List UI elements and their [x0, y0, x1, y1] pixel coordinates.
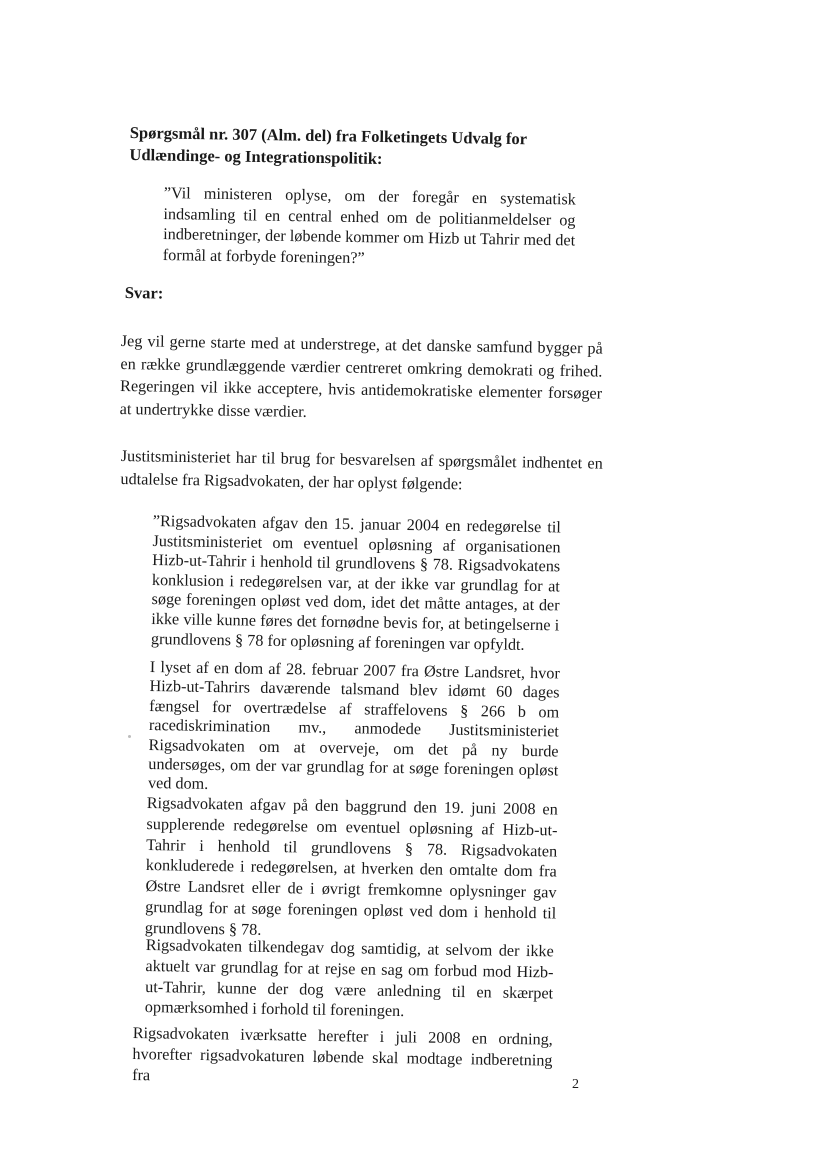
quoted-paragraph: Rigsadvokaten iværksatte herefter i juli 2008 en ordning, hvorefter rigsadvokaturen løbende skal modtage indberetning fra — [132, 1023, 553, 1085]
page-number: 2 — [572, 1077, 579, 1092]
question-quote: ”Vil ministeren oplyse, om der foregår en systematisk indsamling til en central enhed om de politianmeldelser og indberetninger, der løbende kommer om Hizb ut Tahrir med det formål at forbyde foreningen?” — [162, 183, 576, 267]
document-heading: Spørgsmål nr. 307 (Alm. del) fra Folketingets Udvalg for Udlændinge- og Integrationspolitik: — [129, 122, 527, 168]
answer-label: Svar: — [124, 282, 164, 303]
quoted-paragraph: ”Rigsadvokaten afgav den 15. januar 2004 en redegørelse til Justitsministeriet om eventuel opløsning af organisationen Hizb-ut-Tahrir i henhold til grundlovens § 78. Rigsadvokatens konklusion i redegørelsen var, at der ikke var grundlag for at søge foreningen opløst ved dom, idet det måtte antages, at der ikke ville kunne føres det fornødne bevis for, at betingelserne i grundlovens § 78 for opløsning af foreningen var opfyldt. — [150, 512, 561, 654]
quoted-paragraph: Rigsadvokaten afgav på den baggrund den 19. juni 2008 en supplerende redegørelse om eventuel opløsning af Hizb-ut-Tahrir i henhold til grundlovens § 78. Rigsadvokaten konkluderede i redegørelsen, at hverken den omtalte dom fra Østre Landsret eller de i øvrigt fremkomne oplysninger gav grundlag for at søge foreningen opløst ved dom i henhold til grundlovens § 78. — [144, 793, 558, 939]
quoted-paragraph: I lyset af en dom af 28. februar 2007 fra Østre Landsret, hvor Hizb-ut-Tahrirs daværende talsmand blev idømt 60 dages fængsel for overtrædelse af straffelovens § 266 b om racediskrimination mv., anmodede Justitsministeriet Rigsadvokaten om at overveje, om det på ny burde undersøges, om der var grundlag for at søge foreningen opløst ved dom. — [147, 658, 560, 794]
scan-artifact — [128, 735, 131, 738]
quoted-paragraph: Rigsadvokaten tilkendegav dog samtidig, at selvom der ikke aktuelt var grundlag for at rejse en sag om forbud mod Hizb-ut-Tahrir, kunne der dog være anledning til en skærpet opmærksomhed i forhold til foreningen. — [144, 935, 554, 1021]
answer-paragraph: Justitsministeriet har til brug for besvarelsen af spørgsmålet indhentet en udtalelse fra Rigsadvokaten, der har oplyst følgende: — [120, 446, 603, 494]
answer-paragraph: Jeg vil gerne starte med at understrege, at det danske samfund bygger på en række grundlæggende værdier centreret omkring demokrati og frihed. Regeringen vil ikke acceptere, hvis antidemokratiske elementer forsøger at undertrykke disse værdier. — [119, 331, 603, 421]
